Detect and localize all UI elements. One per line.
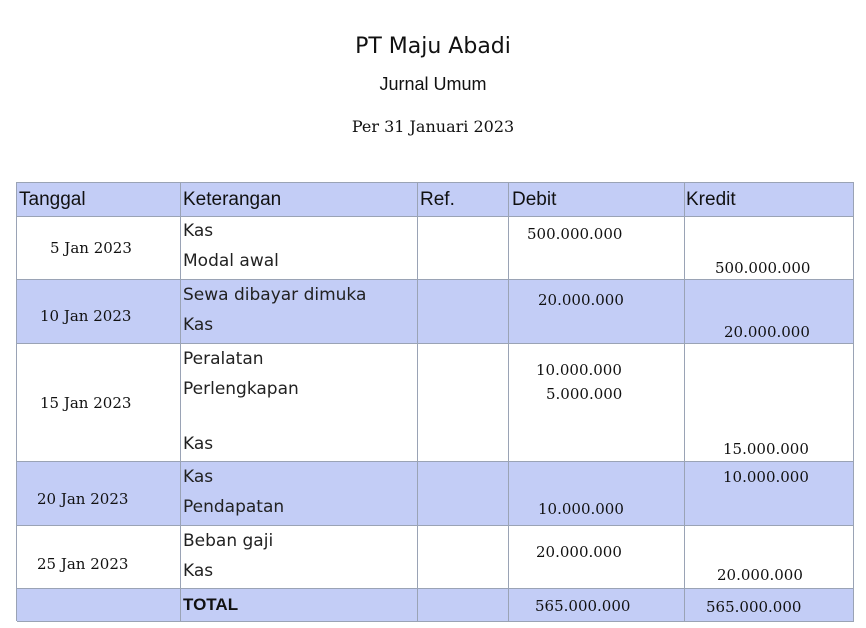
row-debit: 20.000.000 [538,291,624,309]
row-debit: 10.000.000 [536,361,622,379]
journal-table [16,182,854,621]
table-row [17,344,854,462]
col-header-kredit: Kredit [686,189,736,210]
table-row [17,526,854,589]
row-credit: 20.000.000 [717,566,803,584]
row-account: Beban gaji [183,531,274,551]
total-debit: 565.000.000 [535,597,631,615]
row-account: Kas [183,467,214,487]
row-account: Kas [183,221,214,241]
total-row [17,589,854,622]
row-date: 5 Jan 2023 [50,239,132,257]
table-row [17,280,854,344]
row-credit: 20.000.000 [724,323,810,341]
row-account: Sewa dibayar dimuka [183,285,367,305]
col-header-debit: Debit [512,189,557,210]
row-account: Peralatan [183,349,264,369]
row-debit: 500.000.000 [527,225,623,243]
row-credit: 10.000.000 [723,468,809,486]
row-account: Kas [183,315,214,335]
row-account: Pendapatan [183,497,285,517]
row-debit: 5.000.000 [546,385,623,403]
row-date: 15 Jan 2023 [40,394,132,412]
row-account: Kas [183,434,214,454]
row-date: 20 Jan 2023 [37,490,129,508]
row-debit: 20.000.000 [536,543,622,561]
row-debit: 10.000.000 [538,500,624,518]
table-row [17,217,854,280]
col-header-ref: Ref. [420,189,455,210]
table-row [17,462,854,526]
row-date: 25 Jan 2023 [37,555,129,573]
col-header-tanggal: Tanggal [19,189,86,210]
report-title: Jurnal Umum [379,74,487,94]
row-credit: 500.000.000 [715,259,811,277]
row-account: Perlengkapan [183,379,299,399]
col-header-keterangan: Keterangan [183,189,282,210]
total-credit: 565.000.000 [706,598,802,616]
report-period: Per 31 Januari 2023 [351,117,515,136]
row-account: Kas [183,561,214,581]
row-credit: 15.000.000 [723,440,809,458]
company-name: PT Maju Abadi [355,34,511,59]
total-label: TOTAL [183,595,239,614]
row-date: 10 Jan 2023 [40,307,132,325]
row-account: Modal awal [183,251,279,271]
table-header-row [17,183,854,217]
